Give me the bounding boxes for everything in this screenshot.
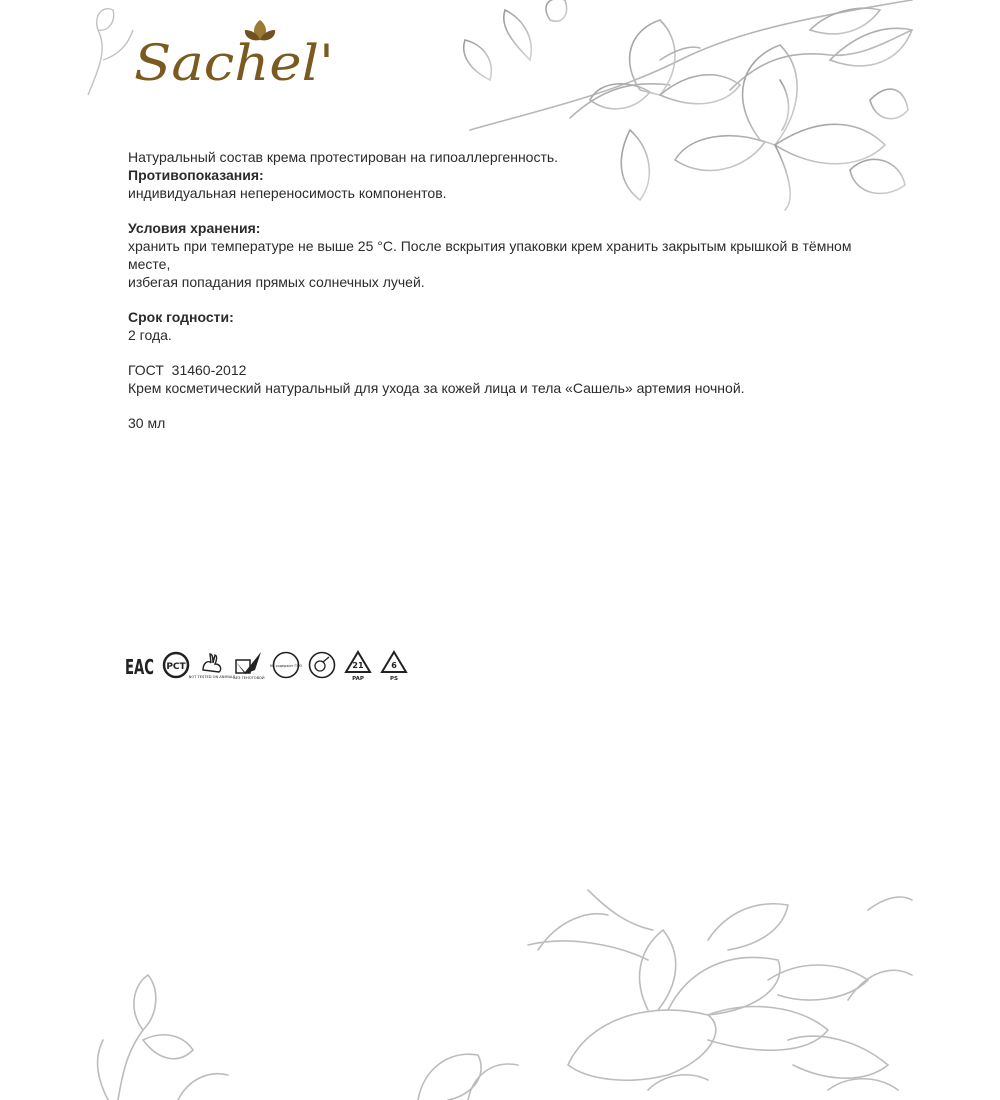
rst-mark-icon	[161, 649, 191, 681]
product-description: Крем косметический натуральный для ухода за кожей лица и тела «Сашель» артемия ночной.	[128, 380, 745, 396]
svg-text:НЕ содержит ГМО: НЕ содержит ГМО	[269, 664, 303, 668]
label-text	[128, 148, 888, 432]
shelf-life-text: 2 года.	[128, 327, 172, 343]
intro-text: Натуральный состав крема протестирован на гипоаллергенность.	[128, 149, 559, 165]
svg-text:PAP: PAP	[352, 676, 364, 682]
storage-text-line1: хранить при температуре не выше 25 °С. После вскрытия упаковки крем хранить закрытым крышкой в тёмном месте,	[128, 238, 852, 272]
svg-text:NOT TESTED ON ANIMALS: NOT TESTED ON ANIMALS	[188, 675, 236, 679]
pao-jar-icon	[307, 649, 337, 681]
svg-text:6: 6	[391, 661, 397, 670]
certification-marks	[125, 648, 409, 682]
no-gmo-icon	[271, 649, 301, 681]
cruelty-free-rabbit-icon	[188, 649, 236, 681]
sachel-logo	[132, 8, 342, 90]
contraindications-heading: Противопоказания:	[128, 167, 264, 183]
checkmark-leaf-icon	[233, 649, 265, 681]
svg-text:EAC: EAC	[125, 655, 154, 679]
svg-text:PS: PS	[390, 676, 398, 682]
gost-code: ГОСТ 31460-2012	[128, 362, 247, 378]
contraindications-section	[128, 166, 888, 202]
storage-text-line2: избегая попадания прямых солнечных лучей.	[128, 274, 425, 290]
logo-text: Sachel'	[134, 34, 334, 92]
contraindications-text: индивидуальная непереносимость компонентов.	[128, 185, 447, 201]
storage-heading: Условия хранения:	[128, 220, 261, 236]
eac-mark-icon	[125, 649, 155, 681]
svg-text:21: 21	[352, 661, 364, 670]
shelf-life-heading: Срок годности:	[128, 309, 234, 325]
svg-text:БЕЗ ГЕНОТОВОЙ: БЕЗ ГЕНОТОВОЙ	[233, 676, 265, 680]
gost-section	[128, 361, 888, 397]
shelf-life-section	[128, 308, 888, 344]
storage-section	[128, 219, 888, 291]
volume-text: 30 мл	[128, 415, 166, 431]
svg-text:РСТ: РСТ	[166, 662, 186, 672]
recycle-ps-6-icon	[379, 649, 409, 681]
recycle-pap-21-icon	[343, 649, 373, 681]
